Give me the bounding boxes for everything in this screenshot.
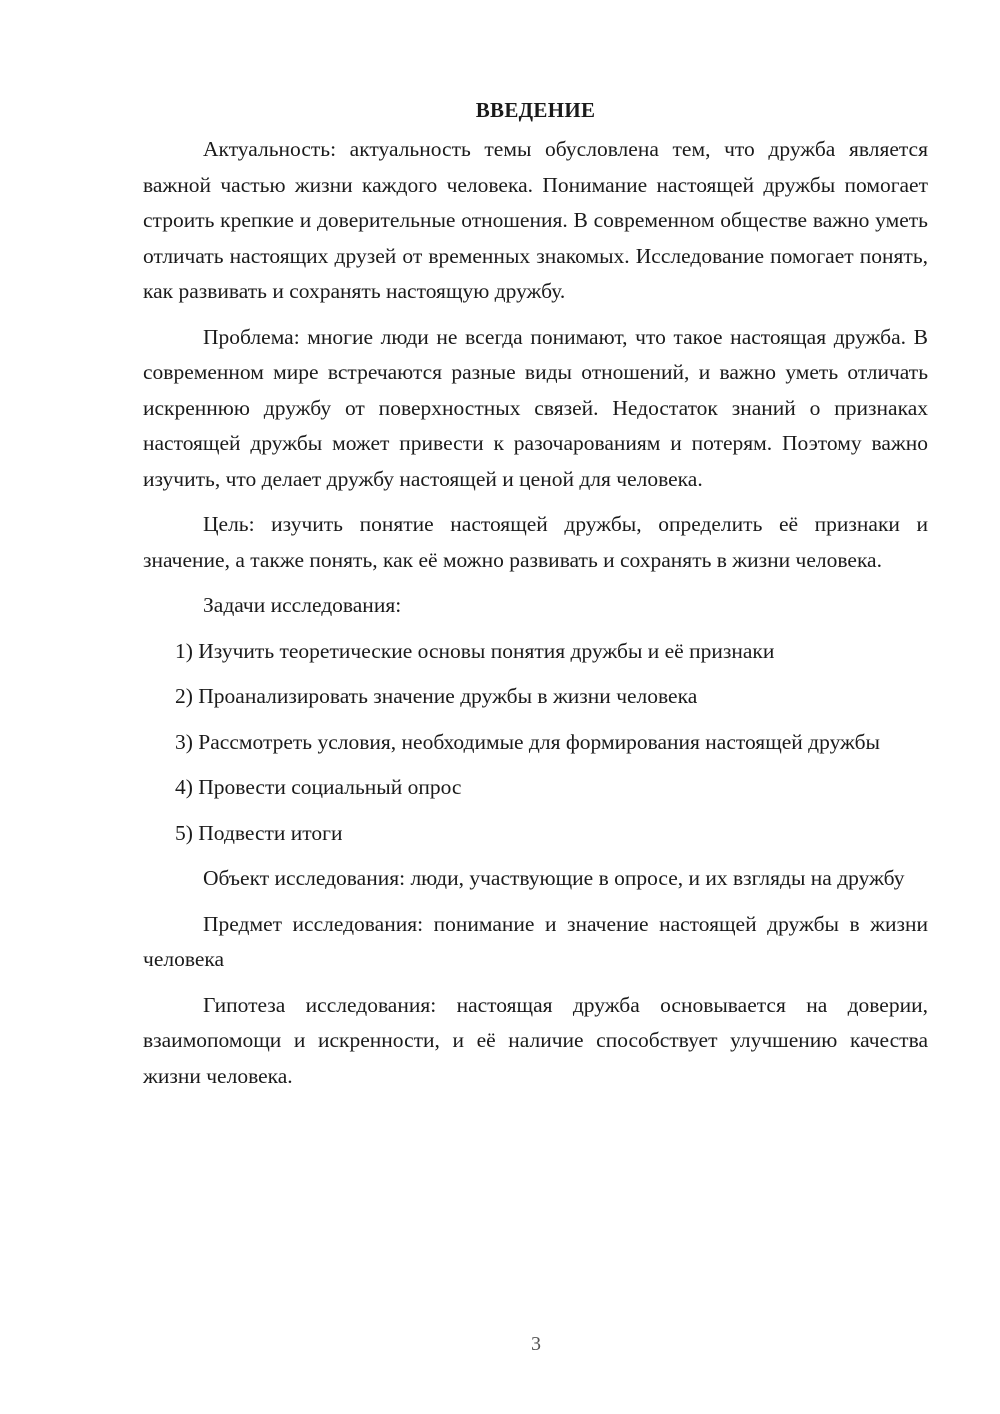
task-item-5: 5) Подвести итоги: [175, 820, 343, 845]
paragraph-goal: Цель: изучить понятие настоящей дружбы, определить её признаки и значение, а также понять, как её можно развивать и сохранять в жизни человека.: [143, 512, 928, 572]
paragraph-object: Объект исследования: люди, участвующие в опросе, и их взгляды на дружбу: [203, 866, 905, 890]
tasks-heading: Задачи исследования:: [203, 593, 402, 617]
task-item-2: 2) Проанализировать значение дружбы в жизни человека: [175, 684, 698, 708]
paragraph-hypothesis: Гипотеза исследования: настоящая дружба основывается на доверии, взаимопомощи и искренности, и её наличие способствует улучшению качества жизни человека.: [143, 992, 928, 1088]
document-page: [143, 96, 928, 1104]
paragraph-subject: Предмет исследования: понимание и значение настоящей дружбы в жизни человека: [143, 911, 928, 971]
page-number: 3: [531, 1333, 541, 1355]
task-item-3: 3) Рассмотреть условия, необходимые для формирования настоящей дружбы: [175, 729, 881, 754]
task-item-1: 1) Изучить теоретические основы понятия дружбы и её признаки: [175, 638, 775, 663]
task-item-4: 4) Провести социальный опрос: [175, 775, 462, 799]
paragraph-problem: Проблема: многие люди не всегда понимают, что такое настоящая дружба. В современном мире встречаются разные виды отношений, и важно уметь отличать искреннюю дружбу от поверхностных связей. Недостаток знаний о признаках настоящей дружбы может привести к разочарованиям и потерям. Поэтому важно изучить, что делает дружбу настоящей и ценой для человека.: [143, 324, 928, 491]
paragraph-relevance: Актуальность: актуальность темы обусловлена тем, что дружба является важной частью жизни каждого человека. Понимание настоящей дружбы помогает строить крепкие и доверительные отношения. В современном обществе важно уметь отличать настоящих друзей от временных знакомых. Исследование помогает понять, как развивать и сохранять настоящую дружбу.: [143, 137, 928, 303]
page-title: ВВЕДЕНИЕ: [475, 98, 596, 122]
